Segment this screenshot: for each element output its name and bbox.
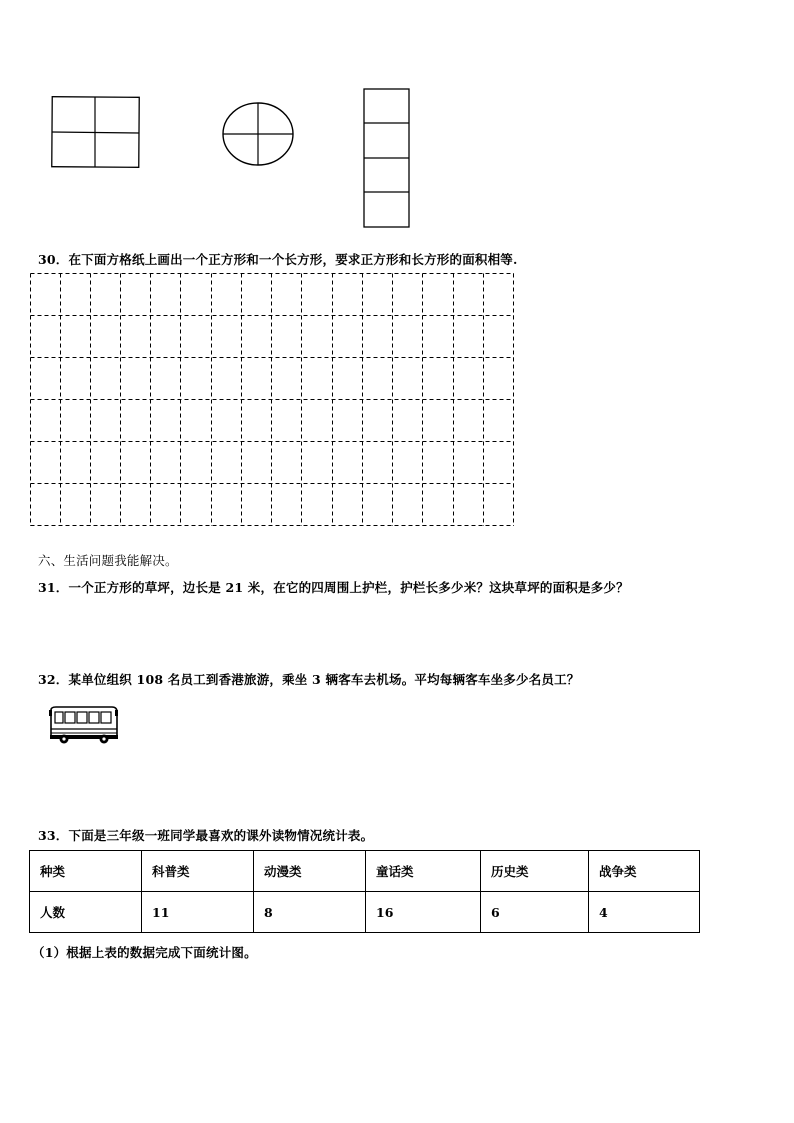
table-cell: 动漫类	[254, 851, 366, 892]
question-33-sub-1: （1）根据上表的数据完成下面统计图。	[32, 945, 257, 960]
graph-paper-grid[interactable]	[30, 273, 516, 529]
table-cell: 童话类	[366, 851, 481, 892]
table-cell: 4	[589, 892, 700, 933]
section-6-heading: 六、生活问题我能解决。	[38, 553, 178, 568]
table-cell: 人数	[30, 892, 142, 933]
question-31: 31．一个正方形的草坪，边长是 21 米，在它的四周围上护栏，护栏长多少米？这块草坪的面积是多少？	[38, 580, 629, 595]
figure-vertical-strip-quarters	[362, 88, 412, 230]
table-cell: 6	[481, 892, 589, 933]
reading-stats-table	[29, 850, 700, 933]
figure-rectangle-quarters	[50, 96, 142, 170]
bus-icon	[48, 705, 120, 745]
table-row	[30, 892, 700, 933]
question-30: 30．在下面方格纸上画出一个正方形和一个长方形，要求正方形和长方形的面积相等.	[38, 252, 518, 267]
table-cell: 科普类	[142, 851, 254, 892]
question-32: 32．某单位组织 108 名员工到香港旅游，乘坐 3 辆客车去机场。平均每辆客车坐多少名员工？	[38, 672, 580, 687]
table-cell: 历史类	[481, 851, 589, 892]
table-cell: 战争类	[589, 851, 700, 892]
question-33: 33．下面是三年级一班同学最喜欢的课外读物情况统计表。	[38, 828, 374, 843]
table-cell: 16	[366, 892, 481, 933]
table-cell: 种类	[30, 851, 142, 892]
figure-circle-quarters	[221, 101, 297, 167]
table-cell: 11	[142, 892, 254, 933]
table-cell: 8	[254, 892, 366, 933]
table-header-row	[30, 851, 700, 892]
